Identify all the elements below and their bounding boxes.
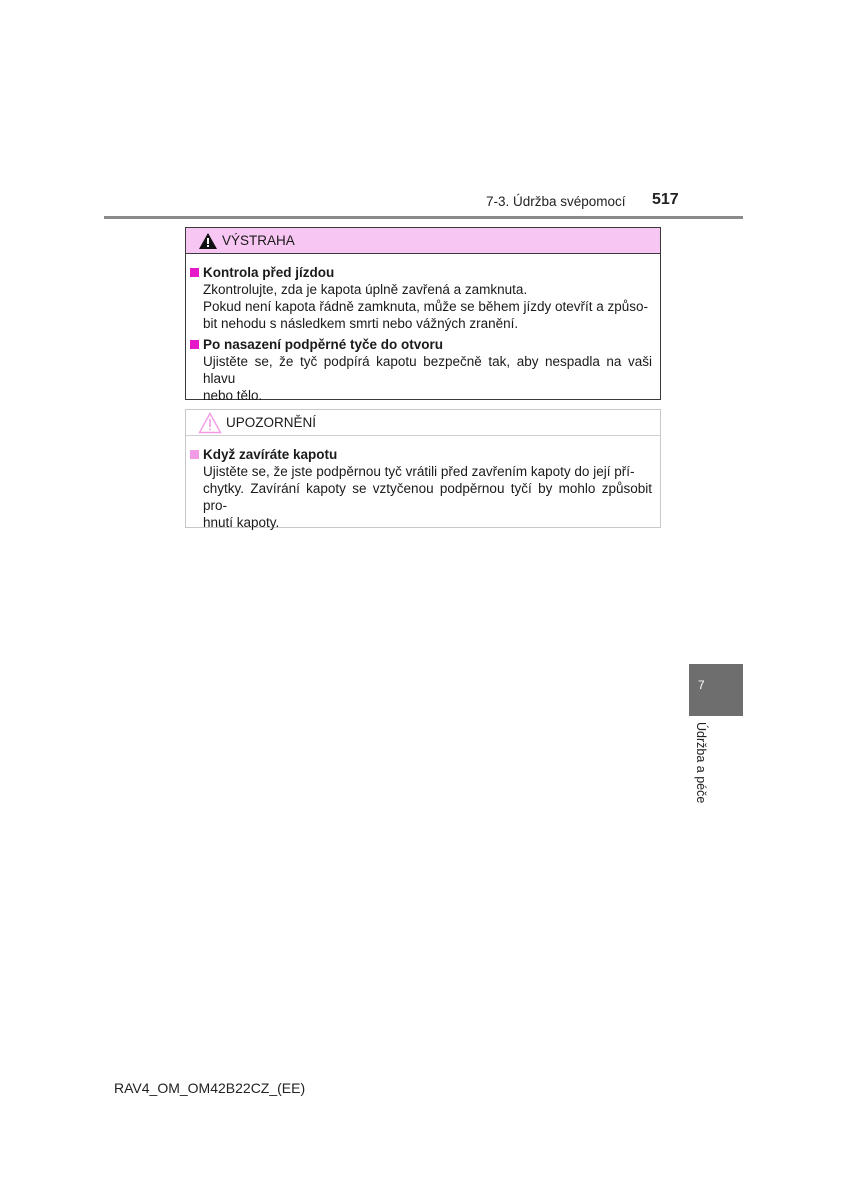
header-section: 7-3. Údržba svépomocí	[486, 194, 626, 209]
text-line: Pokud není kapota řádně zamknuta, může se během jízdy otevřít a způso-	[203, 299, 648, 314]
bullet-square-icon	[190, 450, 199, 459]
warning-box-body	[186, 254, 660, 404]
warning-item-title: Kontrola před jízdou	[203, 265, 335, 280]
chapter-tab-number: 7	[698, 678, 705, 692]
warning-item-text	[190, 281, 652, 332]
text-line: chytky. Zavírání kapoty se vztyčenou podpěrnou tyčí by mohlo způsobit pro-	[203, 481, 652, 513]
caution-item-title-row	[190, 446, 652, 463]
text-line: Ujistěte se, že tyč podpírá kapotu bezpečně tak, aby nespadla na vaši hlavu	[203, 354, 652, 386]
caution-box	[185, 409, 661, 528]
page-number: 517	[652, 191, 679, 208]
caution-box-body	[186, 436, 660, 531]
warning-item	[190, 336, 652, 404]
chapter-tab	[689, 664, 743, 716]
caution-item	[190, 446, 652, 531]
text-line: Ujistěte se, že jste podpěrnou tyč vrátili před zavřením kapoty do její pří-	[203, 464, 635, 479]
warning-box-header	[186, 228, 660, 254]
warning-box-title: VÝSTRAHA	[222, 233, 295, 248]
warning-triangle-icon	[198, 232, 218, 250]
caution-item-title: Když zavíráte kapotu	[203, 447, 338, 462]
bullet-square-icon	[190, 340, 199, 349]
text-line: bit nehodu s následkem smrti nebo vážných zranění.	[203, 316, 519, 331]
caution-item-text	[190, 463, 652, 531]
bullet-square-icon	[190, 268, 199, 277]
caution-triangle-icon	[198, 412, 222, 434]
chapter-tab-label: Údržba a péče	[694, 722, 708, 804]
text-line: Zkontrolujte, zda je kapota úplně zavřená a zamknuta.	[203, 282, 528, 297]
warning-item-title-row	[190, 264, 652, 281]
header-rule	[104, 216, 743, 219]
caution-box-header	[186, 410, 660, 436]
warning-item-title-row	[190, 336, 652, 353]
footer-code: RAV4_OM_OM42B22CZ_(EE)	[114, 1080, 306, 1096]
text-line: hnutí kapoty.	[203, 515, 280, 530]
warning-item	[190, 264, 652, 332]
warning-item-title: Po nasazení podpěrné tyče do otvoru	[203, 337, 444, 352]
text-line: nebo tělo.	[203, 388, 263, 403]
warning-box	[185, 227, 661, 403]
warning-item-text	[190, 353, 652, 404]
caution-box-title: UPOZORNĚNÍ	[226, 415, 317, 430]
